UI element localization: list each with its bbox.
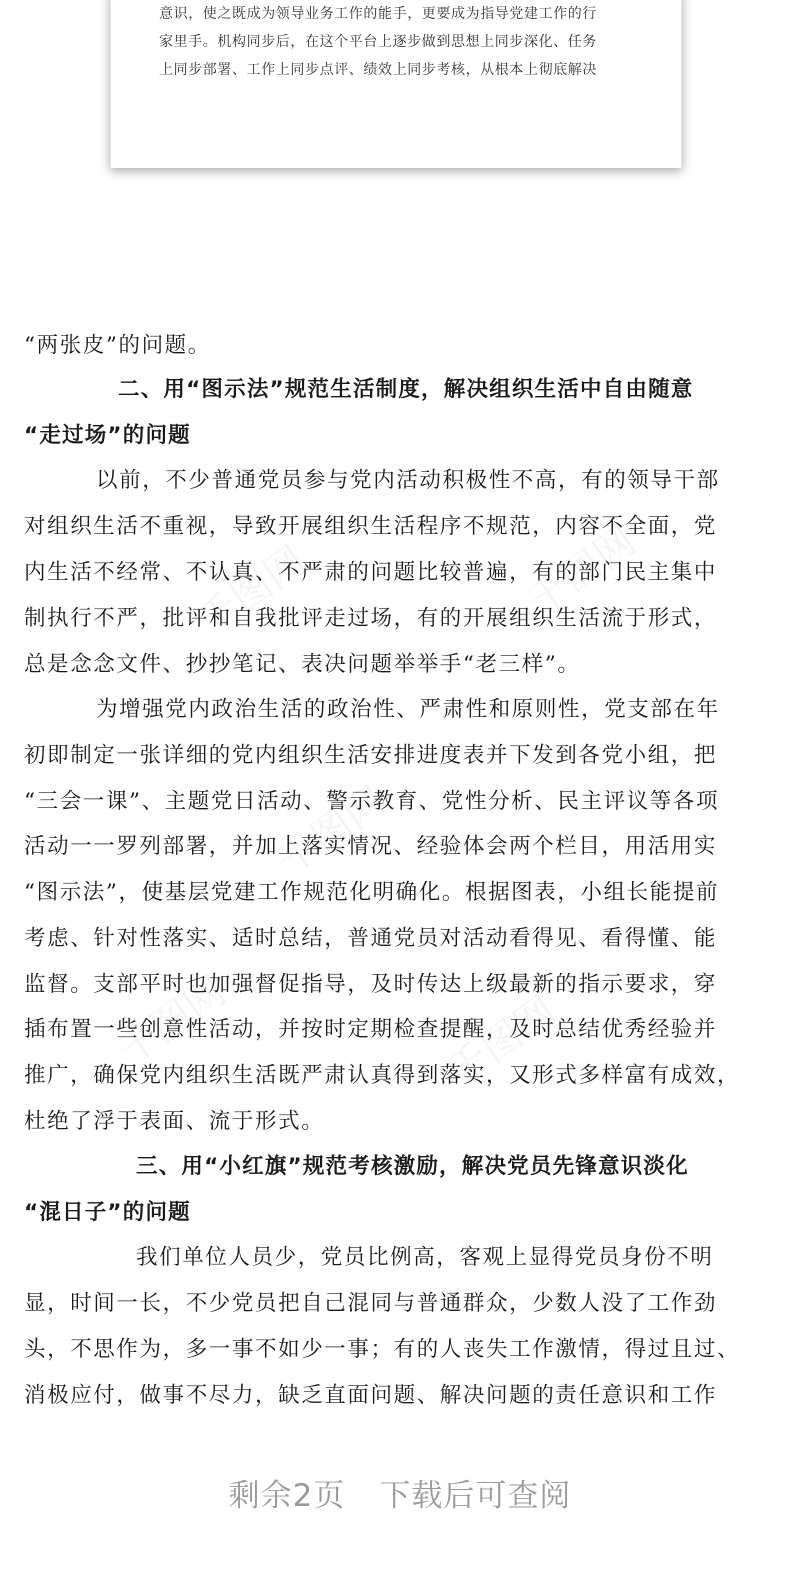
paragraph-line: 显，时间一长，不少党员把自己混同与普通群众，少数人没了工作劲 [24,1291,718,1316]
paragraph-line: 对组织生活不重视，导致开展组织生活程序不规范，内容不全面，党 [24,514,718,539]
paragraph-line: 初即制定一张详细的党内组织生活安排进度表并下发到各党小组，把 [24,743,718,768]
paragraph-line: 制执行不严，批评和自我批评走过场，有的开展组织生活流于形式， [24,606,718,631]
watermark: 千图网 [109,968,235,1075]
section-heading-2: 二、用“图示法”规范生活制度，解决组织生活中自由随意 [118,377,694,402]
paragraph-line: “三会一课”、主题党日活动、警示教育、党性分析、民主评议等各项 [24,789,720,814]
paragraph-line: 以前，不少普通党员参与党内活动积极性不高，有的领导干部 [96,468,720,493]
watermark: 千图网 [519,518,645,625]
preview-text-block [159,0,641,84]
download-hint-label[interactable]: 下载后可查阅 [379,1478,572,1514]
paragraph-line: 我们单位人员少，党员比例高，客观上显得党员身份不明 [136,1245,714,1270]
paragraph-line: 为增强党内政治生活的政治性、严肃性和原则性，党支部在年 [96,697,720,722]
preview-page-card [110,0,682,168]
paragraph-line: 总是念念文件、抄抄笔记、表决问题举举手“老三样”。 [24,652,581,677]
paragraph-line: 考虑、针对性落实、适时总结，普通党员对活动看得见、看得懂、能 [24,926,718,951]
paragraph-line: 内生活不经常、不认真、不严肃的问题比较普遍，有的部门民主集中 [24,560,718,585]
paragraph-line: 活动一一罗列部署，并加上落实情况、经验体会两个栏目，用活用实 [24,834,718,859]
download-prompt[interactable] [0,1470,800,1515]
section-heading-2: “走过场”的问题 [24,423,191,448]
paragraph-line: 监督。支部平时也加强督促指导，及时传达上级最新的指示要求，穿 [24,972,718,997]
preview-line: 上同步部署、工作上同步点评、绩效上同步考核，从根本上彻底解决 [159,62,597,78]
watermark: 千图网 [269,778,395,885]
paragraph-line: 杜绝了浮于表面、流于形式。 [24,1109,325,1134]
paragraph-line: “两张皮”的问题。 [24,333,211,358]
remaining-pages-label[interactable]: 剩余2页 [228,1478,346,1514]
paragraph-line: 消极应付，做事不尽力，缺乏直面问题、解决问题的责任意识和工作 [24,1383,718,1408]
preview-line: 家里手。机构同步后，在这个平台上逐步做到思想上同步深化、任务 [159,34,597,50]
preview-line: 意识，使之既成为领导业务工作的能手，更要成为指导党建工作的行 [159,6,597,22]
paragraph-line: 插布置一些创意性活动，并按时定期检查提醒，及时总结优秀经验并 [24,1017,718,1042]
watermark: 千图网 [439,988,565,1095]
paragraph-line: “图示法”，使基层党建工作规范化明确化。根据图表，小组长能提前 [24,880,720,905]
section-heading-3: “混日子”的问题 [24,1200,191,1225]
paragraph-line: 推广，确保党内组织生活既严肃认真得到落实，又形式多样富有成效， [24,1063,741,1088]
paragraph-line: 头，不思作为，多一事不如少一事；有的人丧失工作激情，得过且过、 [24,1337,741,1362]
watermark: 千图网 [189,538,315,645]
section-heading-3: 三、用“小红旗”规范考核激励，解决党员先锋意识淡化 [136,1154,689,1179]
